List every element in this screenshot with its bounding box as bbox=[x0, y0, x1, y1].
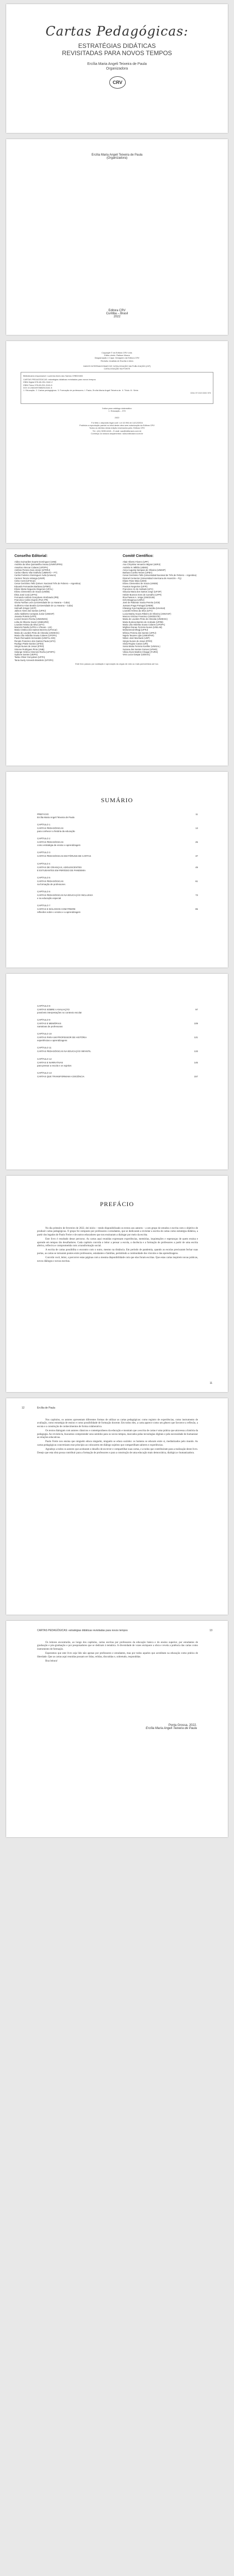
signature-name: Ercília Maria Angeli Teixeira de Paula bbox=[145, 1727, 197, 1730]
paragraph: Este livro é resultado desse percurso. As cartas aqui reunidas expressam experiências, memórias, inquietações e esperanças de quem ensina e aprende em tempos tão desafiadores. Cada capítulo convida o leitor a pensar a escola, a docência e a formação de professores a partir de uma escrita afetiva, reflexiva e comprometida com a transformação social. bbox=[37, 1238, 198, 1248]
council-member: Elizeu Clementino de Souza (UNEB) bbox=[14, 590, 50, 594]
toc-entry[interactable] bbox=[37, 823, 198, 826]
council-member: Inês Bragança (UERJ) bbox=[123, 599, 144, 602]
toc-entry-title: CARTAS QUE TRANSFORMAM A DOCÊNCIA bbox=[37, 1075, 85, 1078]
council-member: Tania Suely Azevedo Brasileiro (UFOPA) bbox=[14, 658, 54, 662]
toc-entry-page: 145 bbox=[194, 1061, 198, 1064]
council-member: Francisco Carlos Duarte (PUC-PR) bbox=[14, 599, 48, 602]
toc-entry-title: CAPÍTULO 13 bbox=[37, 1072, 52, 1074]
toc-entry-page: 25 bbox=[195, 841, 198, 843]
cip-index-item: 1. Educação – 370 bbox=[108, 410, 126, 413]
council-member: João Adalberto Campato Junior (UNESP) bbox=[14, 612, 55, 615]
paragraph: No dia primeiro de fevereiro de 2022, dei início – tendo disponibilizado os textos aos autores – a um grupo de estudos e escrita com o objetivo de produzir cartas pedagógicas. O grupo foi composto por professores e estudantes, que se dedicaram a revisitar a escrita de cartas como estratégia didática, a partir dos legados de Paulo Freire e de outros educadores que nos ensinaram a dialogar por meio da escrita. bbox=[37, 1227, 198, 1236]
council-member: Anselmo Alencar Colares (UFOPA) bbox=[14, 566, 48, 569]
council-member: Lourdes Helena da Silva (UFV) bbox=[123, 609, 153, 613]
toc-entry-subtitle: reflexões sobre o ensino e a aprendizagem bbox=[37, 910, 81, 913]
council-member: Maria de Lourdes Pinto de Almeida (UNOESC) bbox=[123, 618, 168, 621]
council-member: Cesar Gerónimo Tello (Univer. Nacional Três de Febrero – Argentina) bbox=[14, 582, 81, 585]
toc-entry[interactable] bbox=[37, 1072, 198, 1075]
legal-line-1: Foi feito o depósito legal conf. Lei 10.994 de 14/12/2004 bbox=[91, 421, 143, 424]
council-member: Josania Portela (UFPI) bbox=[14, 615, 37, 618]
page-12 bbox=[6, 1398, 228, 1615]
cip-book-title: CARTAS PEDAGÓGICAS: bbox=[23, 378, 48, 381]
editorial-council-list bbox=[14, 561, 118, 662]
toc-entry-title: CARTAS PEDAGÓGICAS bbox=[37, 880, 64, 883]
council-member: Andréia N. Militão (UEMS) bbox=[123, 566, 148, 569]
toc-entry-page: 121 bbox=[194, 1036, 198, 1039]
cip-box bbox=[21, 372, 213, 404]
council-member: Maria Lília Imbiriba Sousa Colares (UFOPA) bbox=[14, 634, 57, 637]
toc-entry-subtitle: e na educação especial bbox=[37, 896, 61, 900]
toc-entry-subtitle: Ercília Maria Angeli Teixeira de Paula bbox=[37, 816, 75, 819]
scientific-committee-title: Comitê Científico: bbox=[123, 554, 154, 558]
council-member: Silvia Regina Canan (URI) bbox=[123, 642, 148, 645]
toc-entry-title: CARTAS PEDAGÓGICAS NA EDUCAÇÃO INFANTIL bbox=[37, 1050, 91, 1053]
council-member: Mohammed Elhajji (UFRJ) bbox=[123, 629, 148, 632]
council-member: Carmen Tereza Velanga (UNIR) bbox=[14, 577, 45, 580]
council-member: Ilma Passos A. Veiga (UNICEUB) bbox=[123, 596, 155, 599]
council-member: Celso Conti (UFSCar) bbox=[14, 580, 36, 583]
toc-entry[interactable] bbox=[37, 890, 198, 893]
cover-subtitle-line-2: REVISITADAS PARA NOVOS TEMPOS bbox=[62, 49, 172, 57]
toc-entry-page: 157 bbox=[194, 1075, 198, 1078]
council-member: Marcelo Paixão (UFRJ e UTexas – US) bbox=[14, 626, 52, 629]
council-member: Míghian Danae Ferreira Nunes (UNILAB) bbox=[123, 626, 162, 629]
toc-entry[interactable] bbox=[37, 1050, 198, 1053]
cip-index bbox=[6, 407, 228, 412]
toc-entry-subtitle: para conhecer a história da educação bbox=[37, 829, 75, 833]
cover-organizer bbox=[6, 62, 228, 71]
toc-entry[interactable] bbox=[37, 894, 198, 900]
council-member: Eduardo Fernandes Barbosa (UFMG) bbox=[14, 585, 51, 588]
council-member: Cesar Gerónimo Tello (Universidad Nacional de Três de Febrero – Argentina) bbox=[123, 574, 197, 577]
council-member: Najela Tavares Ujiie (UNESPAR) bbox=[123, 634, 154, 637]
council-member: Élsio José Corá (UFFS) bbox=[14, 593, 38, 596]
toc-entry[interactable] bbox=[37, 862, 198, 866]
half-title-year: 2022 bbox=[113, 315, 121, 318]
toc-entry-page: 49 bbox=[195, 866, 198, 869]
toc-entry-title: CAPÍTULO 5 bbox=[37, 876, 51, 879]
toc-entry-subtitle: experiências e aprendizagens bbox=[37, 1039, 68, 1042]
council-member: Lucia Marisy Souza Ribeiro de Oliveira (UNIVASF) bbox=[123, 612, 171, 615]
council-member: Francisco Ari de Andrade (UFC) bbox=[123, 587, 154, 590]
half-title-organizer: Ercília Maria Angeli Teixeira de Paula bbox=[91, 154, 143, 157]
toc-entry[interactable] bbox=[37, 813, 198, 819]
preface-page bbox=[6, 1176, 228, 1392]
council-member: Elizeu Clementino de Souza (UNEB) bbox=[123, 582, 158, 585]
toc-entry[interactable] bbox=[37, 876, 198, 879]
toc-entry[interactable] bbox=[37, 880, 198, 886]
council-member: Carlos Federico Dominguez Avila (Unieuro) bbox=[14, 574, 56, 577]
council-member: Sérgio Nunes de Jesus (IFRO) bbox=[123, 639, 153, 642]
council-member: Sonia Maria Ferreira Koehler (UNISAL) bbox=[123, 645, 160, 648]
page-12-body bbox=[37, 1419, 198, 1456]
paragraph: Esperamos que este livro seja lido não apenas por professores e estudantes, mas por todos aqueles que acreditam na educação como prática de liberdade. Que as cartas aqui reunidas possam ser lidas, relidas, discutidas e, sobretudo, respondidas. bbox=[37, 1652, 198, 1658]
toc-entry[interactable] bbox=[37, 1058, 198, 1061]
council-member: Guillermo Arias Beatón (Universidade de La Havana – Cuba) bbox=[14, 604, 73, 607]
toc-entry-title: CARTAS PEDAGÓGICAS bbox=[37, 827, 64, 829]
preface-body bbox=[37, 1227, 198, 1264]
council-member: Paulo Romualdo Hernandes (UNIFAL-MG) bbox=[14, 637, 56, 640]
cip-heading-sub: CATALOGAÇÃO NA FONTE bbox=[104, 367, 130, 370]
cip-heading-title: DADOS INTERNACIONAIS DE CATALOGAÇÃO NA PUBLICAÇÃO (CIP) bbox=[83, 365, 151, 367]
council-member: Elione Maria Nogueira Diogenes (UFAL) bbox=[14, 587, 53, 590]
toc-entry-subtitle: na formação de professores bbox=[37, 883, 65, 886]
toc-entry[interactable] bbox=[37, 1075, 198, 1078]
cip-doi: DOI 10.24824/978652513161.5 bbox=[23, 386, 53, 389]
copyright-line-2: Editor-chefe: Railson Moura bbox=[104, 354, 130, 357]
toc-entry-title: CAPÍTULO 1 bbox=[37, 823, 51, 826]
toc-entry[interactable] bbox=[37, 1005, 198, 1008]
cip-cdu: CDU 37.013 bbox=[190, 392, 202, 395]
council-member: Carlos Alberto Vilar Estêvão (UMINHO – PT) bbox=[14, 571, 57, 574]
copyright-line-1: Copyright © da Editora CRV Ltda. bbox=[101, 351, 132, 354]
toc-entry-page: 37 bbox=[195, 855, 198, 857]
cover-title: Cartas Pedagógicas: bbox=[45, 24, 189, 39]
toc-entry-title: CARTAS PEDAGÓGICAS bbox=[37, 841, 64, 843]
toc-entry[interactable] bbox=[37, 1019, 198, 1022]
toc-entry-title: CARTAS PEDAGÓGICAS NA EDUCAÇÃO INCLUSIVA bbox=[37, 894, 93, 896]
toc-page-1 bbox=[6, 772, 228, 968]
cover-organizer-role: Organizadora bbox=[106, 67, 128, 71]
council-member: Gloria Fariñas León (Universidade de La Havana – Cuba) bbox=[14, 601, 70, 604]
cover-page bbox=[6, 4, 228, 133]
paragraph: A escrita de cartas possibilita o encontro com o outro, mesmo na distância. Em período de pandemia, quando as escolas precisaram fechar suas portas, as cartas se tornaram pontes entre professores, estudantes e famílias, permitindo a continuidade dos vínculos e das aprendizagens. bbox=[37, 1249, 198, 1255]
editorial-council-title: Conselho Editorial: bbox=[14, 554, 48, 558]
toc-entry-page: 61 bbox=[195, 880, 198, 883]
toc-entry-page: 97 bbox=[195, 1008, 198, 1011]
paragraph: Os textos dialogam com autores clássicos e contemporâneos da educação e mostram que a escrita de cartas é uma prática que atravessa a história da pedagogia. Ao revisitá-la, buscamos compreender seus sentidos para os novos tempos, marcados pelas tecnologias digitais e pela necessidade de humanizar as relações educativas. bbox=[37, 1430, 198, 1439]
council-member: Fernando Antônio Gonçalves Alcoforado (IPB) bbox=[14, 596, 59, 599]
cip-librarian: Bibliotecária responsável: Luzenira Alves dos Santos CRB9/1506 bbox=[23, 375, 83, 377]
toc-entry-subtitle: possíveis interpretações no contexto escolar bbox=[37, 1011, 82, 1014]
council-member: Maria de Lourdes Pinto de Almeida (UNOESC) bbox=[14, 631, 60, 634]
council-member: Rodrigo Pratte-Santos (UFES) bbox=[14, 642, 44, 645]
cover-subtitle bbox=[6, 42, 228, 57]
toc-entry[interactable] bbox=[37, 1036, 198, 1042]
toc-entry-title: CAPÍTULO 4 bbox=[37, 862, 51, 865]
council-member: Leonel Severo Rocha (UNISINOS) bbox=[14, 618, 48, 621]
scientific-committee-list bbox=[123, 561, 224, 656]
toc-entry[interactable] bbox=[37, 841, 198, 846]
council-member: Lourdes Helena da Silva (UFV) bbox=[14, 623, 44, 626]
cip-class bbox=[23, 392, 211, 394]
toc-entry-subtitle: E ESTUDANTES EM PERÍODO DE PANDEMIA bbox=[37, 869, 86, 872]
cip-book-sub-2: para novos tempos bbox=[78, 378, 96, 381]
toc-entry[interactable] bbox=[37, 904, 198, 907]
council-member: Simone Rodrigues Pinto (UNB) bbox=[14, 648, 44, 651]
toc-entry-title: CARTAS E NARRATIVAS bbox=[37, 1061, 63, 1064]
council-member: Jussara Fraga Portugal (UNEB) bbox=[123, 604, 154, 607]
page-number: 11 bbox=[209, 1382, 212, 1385]
toc-entry-page: 133 bbox=[194, 1050, 198, 1053]
toc-entry-title: CARTAS E MEMÓRIAS bbox=[37, 1022, 61, 1025]
copyright-line-3: Diagramação e Capa: Designers da Editora CRV bbox=[94, 357, 140, 360]
toc-entry-title: CAPÍTULO 12 bbox=[37, 1058, 52, 1060]
signature-place: Ponta Grossa, 2022. bbox=[168, 1724, 197, 1727]
paragraph: Agradeço a todos os autores que aceitaram o desafio de escrever e compartilhar suas cartas, e a todos que contribuíram para a realização deste livro. Desejo que esta obra possa contribuir para a formação de professores e para a construção de uma educação mais democrática, dialógica e humanizadora. bbox=[37, 1448, 198, 1454]
toc-title: SUMÁRIO bbox=[101, 796, 133, 804]
page-13 bbox=[6, 1621, 228, 1837]
council-member: Tadeu Oliver Gonçalves (UFPA) bbox=[14, 656, 45, 659]
paragraph: Paulo Freire nos ensina que ninguém educa ninguém, ninguém se educa sozinho: os homens se educam entre si, mediatizados pelo mundo. As cartas pedagógicas concretizam esse princípio ao colocarem em diálogo sujeitos que compartilham saberes e experiências. bbox=[37, 1440, 198, 1447]
half-title-page bbox=[6, 139, 228, 335]
copyright-year: 2022 bbox=[114, 416, 120, 419]
council-member: Kilwangy Kya Kapitango-a-Samba (Unemat) bbox=[123, 607, 165, 610]
legal-line-2: Proibida a reprodução parcial ou total desta obra sem autorização da Editora CRV bbox=[79, 424, 155, 427]
council-member: Diosnel Centurion (Universidad Americana de Asunción – Py) bbox=[123, 577, 181, 580]
toc-entry[interactable] bbox=[37, 827, 198, 833]
toc-entry-title: PREFÁCIO bbox=[37, 813, 49, 816]
council-member: Mônica Pereira dos Santos (UFRJ) bbox=[123, 631, 156, 634]
council-member: Eliane Rose Maio (UEM) bbox=[123, 580, 147, 583]
cip-heading bbox=[16, 365, 218, 370]
toc-entry[interactable] bbox=[37, 1022, 198, 1028]
toc-entry-title: CARTAS SOBRE A AVALIAÇÃO bbox=[37, 1008, 70, 1011]
council-member: Vânia Alves Martins Chaigar (FURG) bbox=[123, 650, 158, 653]
council-member: Marcos Vinicius Francisco (UNOESTE) bbox=[123, 615, 160, 618]
cip-book-sub-1: estratégias didáticas revisitadas bbox=[48, 378, 78, 381]
toc-page-2 bbox=[6, 974, 228, 1170]
council-member: Anna Augusta Sampaio de Oliveira (UNESP) bbox=[123, 568, 166, 571]
peer-review-note: Este livro passou por avaliação e aprovação às cegas de dois ou mais pareceristas ad hoc. bbox=[75, 663, 159, 665]
council-member: Helmuth Krüger (UCP) bbox=[14, 607, 37, 610]
toc-entry-title: CARTAS PARA UM PROFESSOR DE HISTÓRIA bbox=[37, 1036, 87, 1039]
toc-entry-title: CAPÍTULO 7 bbox=[37, 904, 51, 907]
toc-entry[interactable] bbox=[37, 1061, 198, 1067]
signature-block bbox=[146, 1724, 197, 1730]
legal-line-5: Conheça os nossos lançamentos: www.editoracrv.com.br bbox=[91, 432, 143, 435]
cip-isbn-digital: ISBN Digital 978-65-251-3162-2 bbox=[23, 381, 53, 384]
paragraph: Boa leitura! bbox=[45, 1660, 58, 1663]
running-header: Ercília de Paula bbox=[37, 1406, 56, 1410]
toc-entry-title: CAPÍTULO 8 bbox=[37, 1005, 51, 1007]
toc-entry[interactable] bbox=[37, 866, 198, 872]
half-title-publisher: Editora CRV bbox=[108, 309, 126, 312]
council-member: Lídia de Oliveira Xavier (UNIEURO) bbox=[14, 620, 49, 623]
page-number: 13 bbox=[209, 1629, 212, 1632]
paragraph: Convido você, leitor, a percorrer estas páginas com a mesma disponibilidade com que elas foram escritas. Que estas cartas inspirem novas práticas, novos diálogos e novas escritas. bbox=[37, 1257, 198, 1263]
toc-entry[interactable] bbox=[37, 1032, 198, 1036]
council-member: Maria Lília Imbiriba Sousa Colares (UFOPA) bbox=[123, 623, 165, 626]
toc-entry[interactable] bbox=[37, 1046, 198, 1049]
toc-entry-title: CAPÍTULO 2 bbox=[37, 837, 51, 840]
council-member: Andréia da Silva Quintanilha Sousa (UNIR/UFRN) bbox=[14, 563, 62, 566]
half-title-role: (Organizadora) bbox=[106, 157, 128, 160]
council-member: Helder Buenos Aires de Carvalho (UFPI) bbox=[123, 593, 162, 596]
toc-entry-page: 11 bbox=[195, 813, 198, 816]
council-member: Jailson Alves dos Santos (UFRJ) bbox=[14, 609, 46, 613]
half-title-publisher-block bbox=[6, 309, 228, 318]
toc-entry-page: 109 bbox=[194, 1022, 198, 1025]
council-member: Maria Eurácia Barreto de Andrade (UFRB) bbox=[123, 620, 163, 623]
cip-index-title: Índice para catálogo sistemático bbox=[102, 407, 132, 410]
toc-entry-subtitle: como estratégia de ensino e aprendizagem bbox=[37, 843, 81, 846]
council-member: Vera Lucia Gaspar (UDESC) bbox=[123, 653, 151, 656]
council-member: Barbara Coelho Neves (UFBA) bbox=[123, 571, 153, 574]
publisher-logo: CRV bbox=[109, 76, 126, 89]
toc-entry-page: 13 bbox=[195, 827, 198, 829]
toc-entry-title: CAPÍTULO 11 bbox=[37, 1046, 52, 1049]
legal-line-3: Todos os direitos desta edição reservados pela: Editora CRV bbox=[89, 427, 145, 430]
toc-entry[interactable] bbox=[37, 855, 198, 858]
council-member: Nilson José Machado (USP) bbox=[123, 637, 150, 640]
page-number: 12 bbox=[22, 1406, 25, 1410]
toc-entry[interactable] bbox=[37, 851, 198, 854]
cover-organizer-name: Ercília Maria Angeli Teixeira de Paula bbox=[87, 62, 147, 66]
toc-entry-page: 73 bbox=[195, 894, 198, 896]
toc-entry-title: CARTAS DE CRIANÇAS, ADOLESCENTES bbox=[37, 866, 82, 869]
council-member: Sydione Santos (UEPG) bbox=[14, 653, 38, 656]
legal-line-4: Tel.: (41) 3039-6418 – E-mail: sac@editoracrv.com.br bbox=[92, 429, 142, 432]
council-member: Antônio Pereira Gaio Júnior (UFRRJ) bbox=[14, 568, 51, 571]
copyright-page bbox=[6, 341, 228, 543]
council-member: Aldira Guimarães Duarte Domínguez (UNB) bbox=[14, 561, 57, 563]
council-member: Renato Francisco dos Santos Paula (UFG) bbox=[14, 639, 56, 642]
toc-entry-page: 85 bbox=[195, 908, 198, 910]
council-member: Altair Alberto Fávero (UPF) bbox=[123, 561, 149, 563]
council-member: Suzana dos Santos Gomes (UFMG) bbox=[123, 648, 158, 651]
toc-entry-subtitle: narrativas de professoras bbox=[37, 1025, 63, 1028]
toc-entry[interactable] bbox=[37, 1008, 198, 1014]
cip-isbn-print: ISBN Físico 978-65-251-3161-5 bbox=[23, 383, 53, 386]
copyright-credits bbox=[6, 351, 228, 362]
toc-entry[interactable] bbox=[37, 908, 198, 913]
toc-entry-title: CAPÍTULO 9 bbox=[37, 1019, 51, 1021]
running-header: CARTAS PEDAGÓGICAS: estratégias didáticas revisitadas para novos tempos bbox=[37, 1629, 128, 1632]
council-member: Fauston Negreiros (UFPI) bbox=[123, 585, 147, 588]
preface-title: PREFÁCIO bbox=[99, 1200, 134, 1208]
council-member: Maria Cristina dos Santos Bezerra (UFSCar) bbox=[14, 629, 57, 632]
cip-keywords: 1. Educação. 2. Cartas pedagógicas. 3. Formação de professores. I. Paula, Ercília Maria Angeli Teixeira de. II. Título. III. Série. bbox=[23, 389, 139, 392]
toc-entry-title: CARTAS E DIÁLOGOS COM FREIRE bbox=[37, 908, 76, 910]
cover-subtitle-line-1: ESTRATÉGIAS DIDÁTICAS bbox=[78, 42, 156, 49]
toc-entry-title: CARTAS PEDAGÓGICAS EM FÓRUNS DE CARTAS bbox=[37, 855, 91, 857]
half-title-place: Curitiba – Brasil bbox=[106, 312, 128, 315]
council-member: Sérgio Nunes de Jesus (IFRO) bbox=[14, 645, 44, 648]
council-member: Ana Chrystina Venancio Mignot (UERJ) bbox=[123, 563, 161, 566]
toc-entry-title: CAPÍTULO 3 bbox=[37, 851, 51, 854]
paragraph: Nos capítulos, os autores apresentam diferentes formas de utilizar as cartas pedagógicas: como registro de experiências, como instrumento de avaliação, como estratégia de ensino e como possibilidade de formação docente. Em todos eles, a carta aparece como um gênero que favorece a reflexão, a escuta e a construção de conhecimentos de forma colaborativa. bbox=[37, 1419, 198, 1428]
toc-entry-subtitle: para pensar a escola e os sujeitos bbox=[37, 1064, 72, 1067]
half-title-organizer-block bbox=[6, 154, 228, 160]
council-member: Gláucia Maria dos Santos Jorge (UFOP) bbox=[123, 590, 162, 594]
toc-entry[interactable] bbox=[37, 837, 198, 840]
toc-entry-title: CAPÍTULO 6 bbox=[37, 890, 51, 893]
toc-entry-title: CAPÍTULO 10 bbox=[37, 1032, 52, 1035]
copyright-line-4: Revisão: Analista de Escrita e Artes bbox=[101, 359, 133, 362]
council-member: José de Ribamar Sousa Pereira (UCB) bbox=[123, 601, 160, 604]
legal-block bbox=[11, 421, 223, 435]
council-member: Solange Helena Ximenes-Rocha (UFOPA) bbox=[14, 650, 55, 653]
page-13-body bbox=[37, 1641, 198, 1664]
council-page bbox=[6, 549, 228, 766]
cip-cdd: CDD 370 bbox=[202, 392, 211, 395]
paragraph: Os leitores encontrarão, ao longo dos capítulos, cartas escritas por professores da educação básica e do ensino superior, por estudantes de graduação e pós-graduação e por pesquisadores que se dedicam à temática. A diversidade de vozes enriquece a obra e revela a potência das cartas como instrumento de formação. bbox=[37, 1641, 198, 1651]
